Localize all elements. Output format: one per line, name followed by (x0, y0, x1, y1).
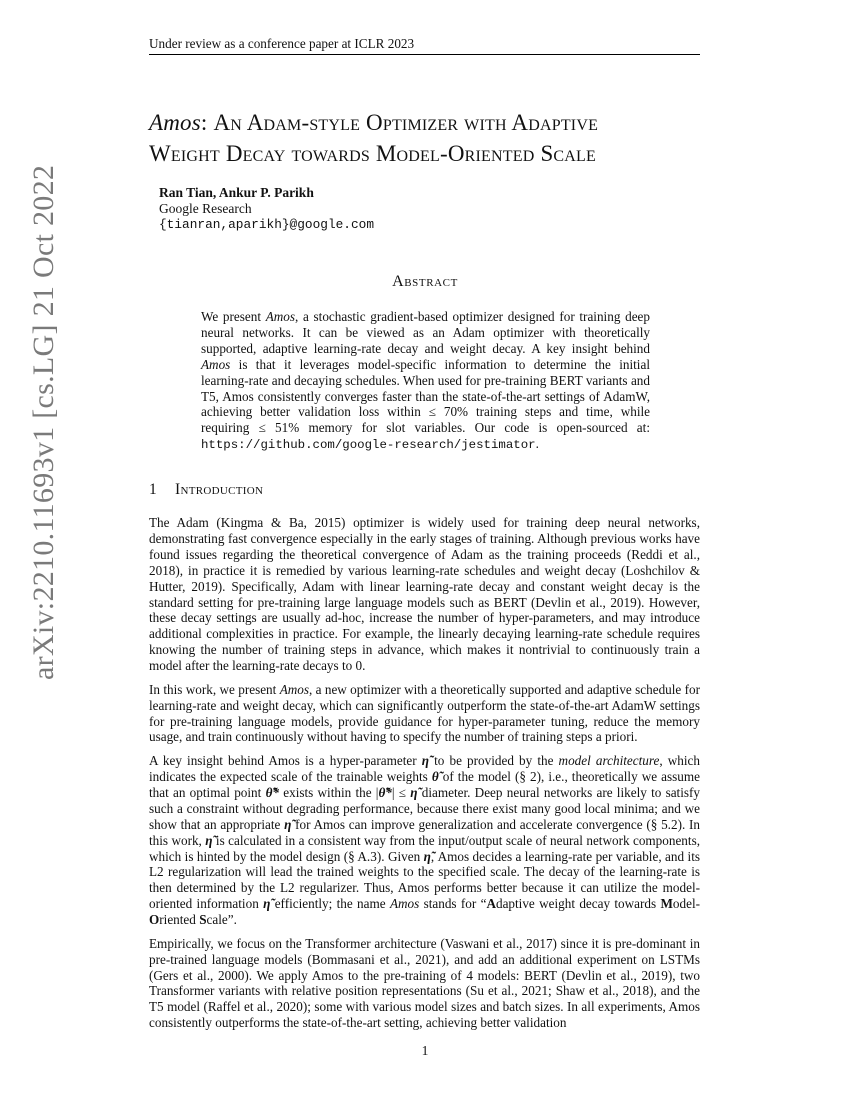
author-block (159, 185, 374, 233)
abstract-heading: Abstract (392, 273, 458, 290)
section-number: 1 (149, 481, 157, 498)
author-names: Ran Tian, Ankur P. Parikh (159, 185, 314, 200)
introduction-body (149, 515, 700, 1039)
paragraph: The Adam (Kingma & Ba, 2015) optimizer is widely used for training deep neural networks, demonstrating fast convergence especially in the early stages of training. Although previous works have found issues regarding the theoretical convergence of Adam as the training proceeds (Reddi et al., 2018), in practice it is remedied by various learning-rate schedules and weight decay (Loshchilov & Hutter, 2019). Specifically, Adam with linear learning-rate decay and constant weight decay is the standard setting for pre-training large language models such as BERT (Devlin et al., 2019). However, these decay settings are usually ad-hoc, increase the number of hyper-parameters, and may introduce additional complexities in practice. For example, the linearly decaying learning-rate schedule requires knowing the number of training steps in advance, which makes it nontrivial to continuously train a model after the learning-rate decays to 0. (149, 515, 700, 674)
section-title: Introduction (175, 481, 264, 498)
code-url-link[interactable]: https://github.com/google-research/jestimator (201, 438, 536, 453)
title-colon: : (200, 110, 208, 135)
paragraph: Empirically, we focus on the Transformer architecture (Vaswani et al., 2017) since it is pre-dominant in pre-trained language models (Bommasani et al., 2021), and add an additional experiment on LSTMs (Gers et al., 2000). We apply Amos to the pre-training of 4 models: BERT (Devlin et al., 2019), two Transformer variants with relative position representations (Su et al., 2021; Shaw et al., 2018), and the T5 model (Raffel et al., 2020); some with various model sizes and batch sizes. In all experiments, Amos consistently outperforms the state-of-the-art setting, achieving better validation (149, 935, 700, 1031)
title-line1: An Adam-style Optimizer with Adaptive (213, 110, 599, 135)
abstract-text: We present Amos, a stochastic gradient-based optimizer designed for training deep neural networks. It can be viewed as an Adam optimizer with theoretically supported, adaptive learning-rate decay and weight decay. A key insight behind Amos is that it leverages model-specific information to determine the initial learning-rate and decaying schedules. When used for pre-training BERT variants and T5, Amos consistently converges faster than the state-of-the-art settings of AdamW, achieving better validation loss within ≤ 70% training steps and time, while requiring ≤ 51% memory for slot variables. Our code is open-sourced at: https://github.com/google-research/jestimator. (201, 309, 650, 453)
paper-title (149, 107, 709, 169)
title-line2: Weight Decay towards Model-Oriented Scale (149, 141, 597, 166)
paragraph: In this work, we present Amos, a new optimizer with a theoretically supported and adaptive schedule for learning-rate and weight decay, which can significantly outperform the state-of-the-art AdamW settings for pre-training language models, provide guidance for hyper-parameter tuning, reduce the memory usage, and train continuously without having to specify the number of training steps a priori. (149, 681, 701, 745)
arxiv-identifier-stamp: arXiv:2210.11693v1 [cs.LG] 21 Oct 2022 (27, 164, 60, 680)
section-heading-introduction (149, 481, 263, 499)
title-name: Amos (149, 110, 201, 135)
running-header: Under review as a conference paper at ICLR 2023 (149, 36, 700, 55)
page-number: 1 (421, 1043, 429, 1058)
author-email: {tianran,aparikh}@google.com (159, 217, 375, 232)
paragraph: A key insight behind Amos is a hyper-parameter η̃ to be provided by the model architecture, which indicates the expected scale of the trainable weights θ̃ of the model (§ 2), i.e., theoretically we assume that an optimal point θ̃* exists within the |θ̃*| ≤ η̃ diameter. Deep neural networks are likely to satisfy such a constraint without degrading performance, because there exist many good local minima; and we show that an appropriate η̃ for Amos can improve generalization and accelerate convergence (§ 5.2). In this work, η̃ is calculated in a consistent way from the input/output scale of neural network components, which is hinted by the model design (§ A.3). Given η̃, Amos decides a learning-rate per variable, and its L2 regularization will lead the trained weights to the specified scale. The decay of the learning-rate is then determined by the L2 regularizer. Thus, Amos performs better because it can utilize the model-oriented information η̃ efficiently; the name Amos stands for “Adaptive weight decay towards Model-Oriented Scale”. (149, 753, 701, 928)
author-affiliation: Google Research (159, 201, 252, 216)
